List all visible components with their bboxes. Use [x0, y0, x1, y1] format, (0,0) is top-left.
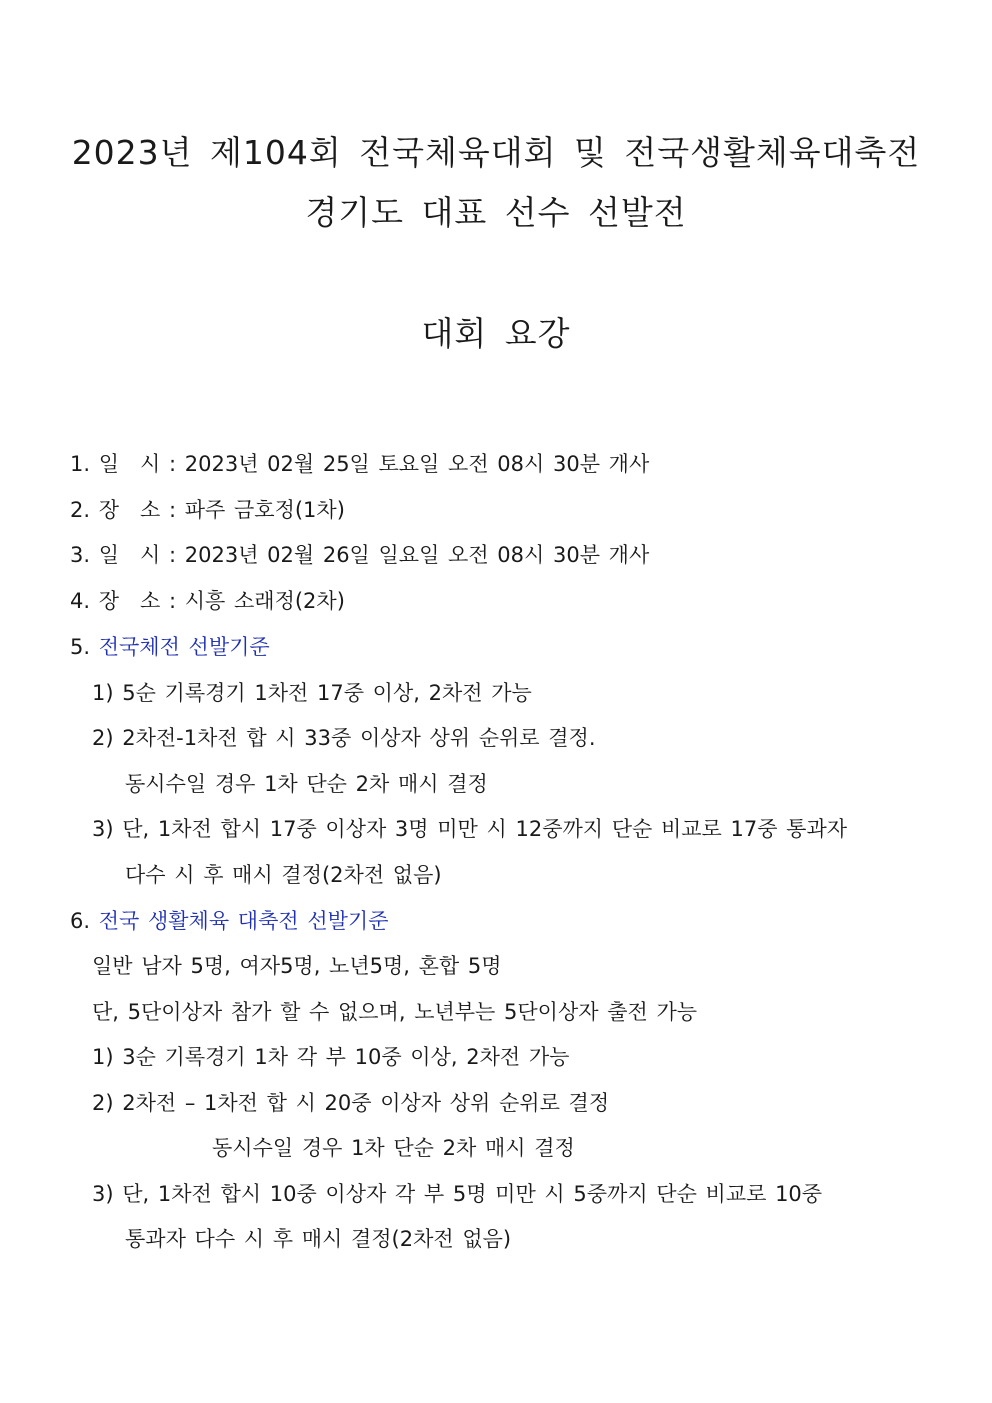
- section-title: 전국 생활체육 대축전 선발기준: [98, 909, 389, 933]
- section-number: 6.: [70, 909, 91, 933]
- section-6-line-1: 일반 남자 5명, 여자5명, 노년5명, 혼합 5명: [92, 954, 502, 978]
- item-number: 3.: [70, 543, 91, 567]
- section-5-line-1: 1) 5순 기록경기 1차전 17중 이상, 2차전 가능: [92, 681, 532, 705]
- section-5-line-4: 3) 단, 1차전 합시 17중 이상자 3명 미만 시 12중까지 단순 비교로 17중 통과자: [92, 817, 848, 841]
- item-number: 2.: [70, 498, 91, 522]
- subtitle: 대회 요강: [421, 314, 571, 353]
- item-3: [70, 539, 649, 569]
- section-6-line-5: 동시수일 경우 1차 단순 2차 매시 결정: [212, 1136, 575, 1160]
- section-5-heading: [70, 631, 270, 661]
- item-2: [70, 494, 345, 524]
- section-6-line-6: 3) 단, 1차전 합시 10중 이상자 각 부 5명 미만 시 5중까지 단순 비교로 10중: [92, 1182, 823, 1206]
- section-6-line-2: 단, 5단이상자 참가 할 수 없으며, 노년부는 5단이상자 출전 가능: [92, 1000, 698, 1024]
- section-title: 전국체전 선발기준: [98, 635, 270, 659]
- section-6-line-3: 1) 3순 기록경기 1차 각 부 10중 이상, 2차전 가능: [92, 1045, 570, 1069]
- title-line-2: 경기도 대표 선수 선발전: [305, 193, 687, 232]
- item-4: [70, 585, 345, 615]
- section-5-line-5: 다수 시 후 매시 결정(2차전 없음): [125, 863, 442, 887]
- item-text: 파주 금호정(1차): [184, 498, 345, 522]
- section-6-line-7: 통과자 다수 시 후 매시 결정(2차전 없음): [125, 1227, 512, 1251]
- item-number: 4.: [70, 589, 91, 613]
- item-label: 장 소 :: [98, 498, 177, 522]
- item-text: 시흥 소래정(2차): [184, 589, 345, 613]
- section-5-line-3: 동시수일 경우 1차 단순 2차 매시 결정: [125, 772, 488, 796]
- item-label: 일 시 :: [98, 543, 177, 567]
- section-6-line-4: 2) 2차전 – 1차전 합 시 20중 이상자 상위 순위로 결정: [92, 1091, 610, 1115]
- item-label: 일 시 :: [98, 452, 177, 476]
- item-label: 장 소 :: [98, 589, 177, 613]
- item-text: 2023년 02월 25일 토요일 오전 08시 30분 개사: [184, 452, 650, 476]
- item-text: 2023년 02월 26일 일요일 오전 08시 30분 개사: [184, 543, 650, 567]
- item-1: [70, 448, 649, 478]
- section-6-heading: [70, 905, 388, 935]
- title-line-1: 2023년 제104회 전국체육대회 및 전국생활체육대축전: [71, 133, 921, 172]
- section-number: 5.: [70, 635, 91, 659]
- section-5-line-2: 2) 2차전-1차전 합 시 33중 이상자 상위 순위로 결정.: [92, 726, 596, 750]
- item-number: 1.: [70, 452, 91, 476]
